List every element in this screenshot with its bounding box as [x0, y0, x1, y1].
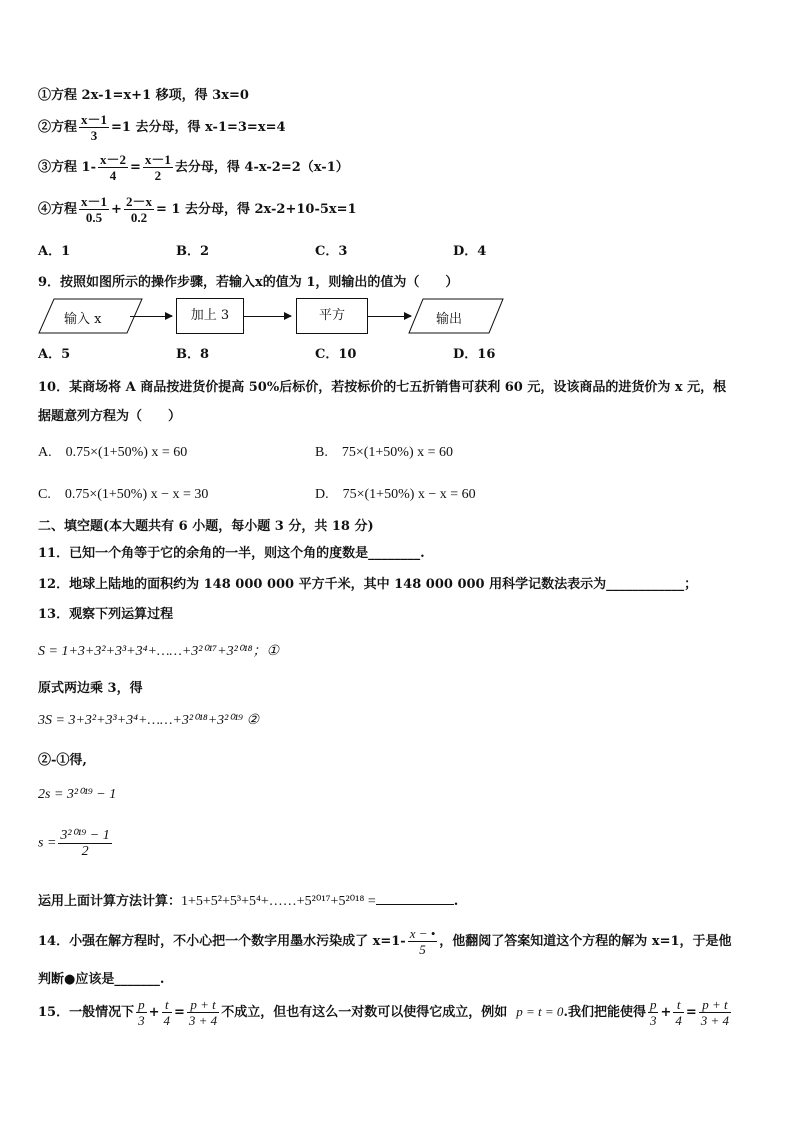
q10-question-line2: 据题意列方程为（ ） — [38, 409, 182, 424]
section-fill-in-heading: 二、填空题(本大题共有 6 小题，每小题 3 分，共 18 分) — [38, 519, 374, 534]
flow-square-box: 平方 — [296, 298, 368, 334]
flow-arrow-2 — [243, 316, 291, 317]
q8-statement-4: ④方程 $\frac{x-1}{0.5}$ + $\frac{2-x}{0.2}$ = 1 去分母，得 2x-2+10-5x=1 — [38, 194, 357, 225]
q8-option-a: A．1 — [38, 244, 71, 259]
q10-option-d: D. 75×(1+50%) x − x = 60 — [315, 487, 476, 502]
q13-equation-2: 3S = 3+3²+3³+3⁴+……+3²⁰¹⁸+3²⁰¹⁹ ② — [38, 713, 260, 728]
flow-output-label: 输出 — [436, 312, 463, 327]
q9-question: 9．按照如图所示的操作步骤，若输入x的值为 1，则输出的值为（ ） — [38, 275, 459, 290]
q15-question: 15．一般情况下 $\frac{p}{3}$ + $\frac{t}{4}$ = $\frac{p + t}{3 + 4}$ 不成立，但也有这么一对数可以使得它成立，例如 p = t = 0.我们把能使得 $\frac{p}{3}$ + $\frac{t}{4}$ = $\frac{p + t}{3 + 4}$ — [38, 997, 730, 1028]
q13-equation-1: S = 1+3+3²+3³+3⁴+……+3²⁰¹⁷+3²⁰¹⁸；① — [38, 644, 280, 659]
q13-equation-4: s = $\frac{\text{3²⁰¹⁹ − 1}}{2}$ — [38, 828, 110, 859]
q8-statement-1: ①方程 2x-1=x+1 移项，得 3x=0 — [38, 88, 249, 103]
q8-statement-3: ③方程 1- $\frac{x-2}{4}$ = $\frac{x-1}{2}$ 去分母，得 4-x-2=2（x-1） — [38, 152, 349, 183]
q11-question: 11．已知一个角等于它的余角的一半，则这个角的度数是________. — [38, 546, 425, 561]
q13-multiply-note: 原式两边乘 3，得 — [38, 681, 143, 696]
q12-question: 12．地球上陆地的面积约为 148 000 000 平方千米，其中 148 000 000 用科学记数法表示为____________； — [38, 577, 698, 592]
flow-arrow-3 — [367, 316, 411, 317]
flow-input-label: 输入 x — [64, 312, 102, 327]
q8-option-b: B．2 — [176, 244, 210, 259]
q9-option-c: C．10 — [315, 347, 357, 362]
q8-statement-2: ②方程 $\frac{x-1}{3}$ =1 去分母，得 x-1=3=x=4 — [38, 112, 286, 143]
q10-option-a: A. 0.75×(1+50%) x = 60 — [38, 445, 188, 460]
q9-option-a: A．5 — [38, 347, 71, 362]
q13-subtract-note: ②-①得, — [38, 753, 87, 768]
q13-apply: 运用上面计算方法计算：1+5+5²+5³+5⁴+……+5²⁰¹⁷+5²⁰¹⁸ = . — [38, 894, 459, 909]
q10-question-line1: 10．某商场将 A 商品按进货价提高 50%后标价，若按标价的七五折销售可获利 60 元，设该商品的进货价为 x 元，根 — [38, 380, 727, 395]
q10-option-b: B. 75×(1+50%) x = 60 — [315, 445, 454, 460]
q9-option-d: D．16 — [453, 347, 496, 362]
q10-option-c: C. 0.75×(1+50%) x − x = 30 — [38, 487, 209, 502]
flow-arrow-1 — [130, 316, 172, 317]
q8-option-d: D．4 — [453, 244, 487, 259]
q8-option-c: C．3 — [315, 244, 348, 259]
q14-question-line1: 14．小强在解方程时，不小心把一个数字用墨水污染成了 x=1- $\frac{x - •}{5}$ ，他翻阅了答案知道这个方程的解为 x=1，于是他 — [38, 926, 732, 957]
flow-add3-box: 加上 3 — [176, 298, 244, 334]
q9-option-b: B．8 — [176, 347, 210, 362]
q13-title: 13．观察下列运算过程 — [38, 607, 174, 622]
q13-equation-3: 2s = 3²⁰¹⁹ − 1 — [38, 787, 117, 802]
q14-question-line2: 判断●应该是_______. — [38, 972, 165, 987]
